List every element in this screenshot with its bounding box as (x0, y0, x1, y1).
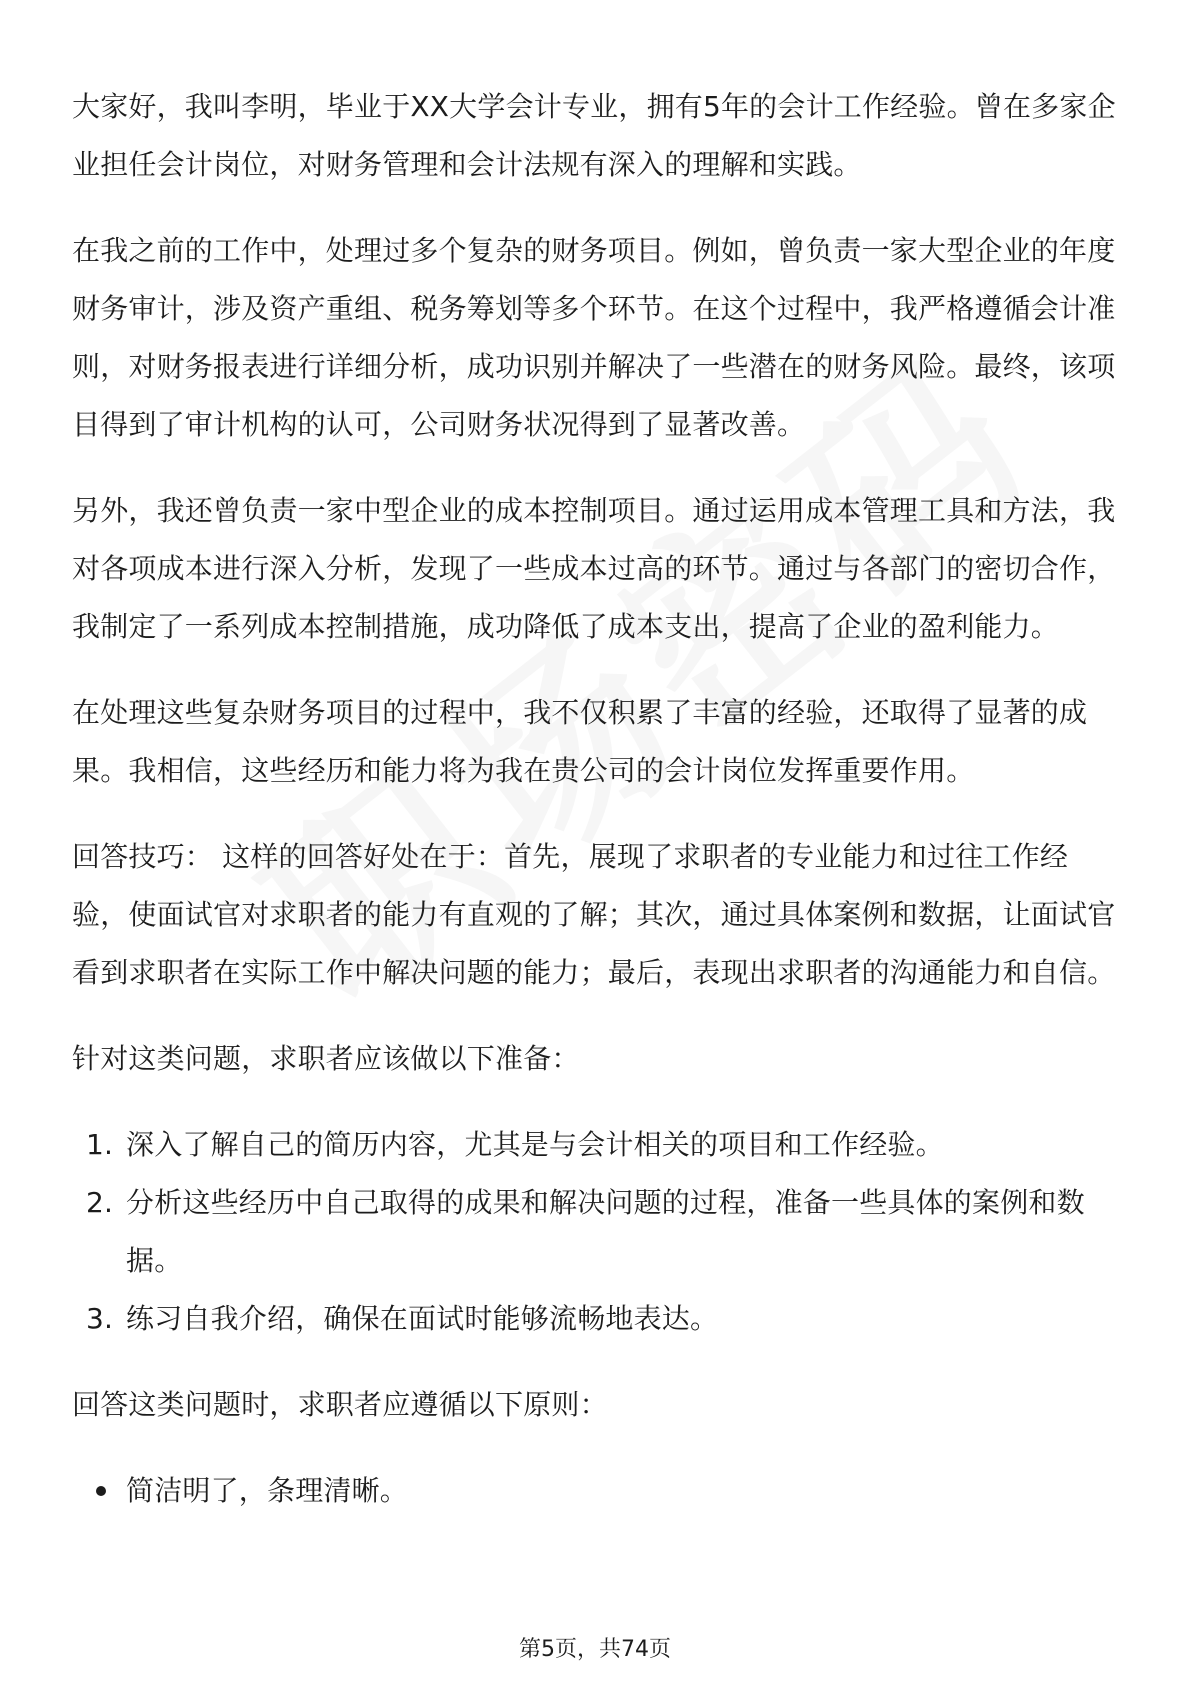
document-body (72, 78, 1120, 1520)
paragraph-answer-tips: 回答技巧： 这样的回答好处在于：首先，展现了求职者的专业能力和过往工作经验，使面试官对求职者的能力有直观的了解；其次，通过具体案例和数据，让面试官看到求职者在实际工作中解决问题的能力；最后，表现出求职者的沟通能力和自信。 (72, 840, 1116, 989)
principles-list (72, 1462, 1120, 1520)
list-item-text: 分析这些经历中自己取得的成果和解决问题的过程，准备一些具体的案例和数据。 (126, 1186, 1085, 1277)
list-item (72, 1462, 1120, 1520)
preparation-list (72, 1116, 1120, 1348)
paragraph-prep-intro: 针对这类问题，求职者应该做以下准备： (72, 1042, 580, 1075)
paragraph-principles-intro: 回答这类问题时，求职者应遵循以下原则： (72, 1388, 608, 1421)
bullet-icon (96, 1486, 106, 1496)
list-item-text: 简洁明了，条理清晰。 (126, 1474, 409, 1507)
list-item (72, 1116, 1120, 1174)
page-footer: 第5页，共74页 (519, 1637, 671, 1662)
list-item-text: 练习自我介绍，确保在面试时能够流畅地表达。 (126, 1302, 719, 1335)
list-item (72, 1174, 1120, 1290)
list-number: 1. (86, 1128, 114, 1161)
list-number: 3. (86, 1302, 114, 1335)
paragraph-audit-project: 在我之前的工作中，处理过多个复杂的财务项目。例如，曾负责一家大型企业的年度财务审计，涉及资产重组、税务筹划等多个环节。在这个过程中，我严格遵循会计准则，对财务报表进行详细分析，成功识别并解决了一些潜在的财务风险。最终，该项目得到了审计机构的认可，公司财务状况得到了显著改善。 (72, 234, 1116, 441)
paragraph-intro: 大家好，我叫李明，毕业于XX大学会计专业，拥有5年的会计工作经验。曾在多家企业担任会计岗位，对财务管理和会计法规有深入的理解和实践。 (72, 90, 1116, 181)
list-number: 2. (86, 1186, 114, 1219)
list-item-text: 深入了解自己的简历内容，尤其是与会计相关的项目和工作经验。 (126, 1128, 944, 1161)
paragraph-cost-project: 另外，我还曾负责一家中型企业的成本控制项目。通过运用成本管理工具和方法，我对各项成本进行深入分析，发现了一些成本过高的环节。通过与各部门的密切合作，我制定了一系列成本控制措施，成功降低了成本支出，提高了企业的盈利能力。 (72, 494, 1116, 643)
list-item (72, 1290, 1120, 1348)
paragraph-summary: 在处理这些复杂财务项目的过程中，我不仅积累了丰富的经验，还取得了显著的成果。我相信，这些经历和能力将为我在贵公司的会计岗位发挥重要作用。 (72, 696, 1088, 787)
